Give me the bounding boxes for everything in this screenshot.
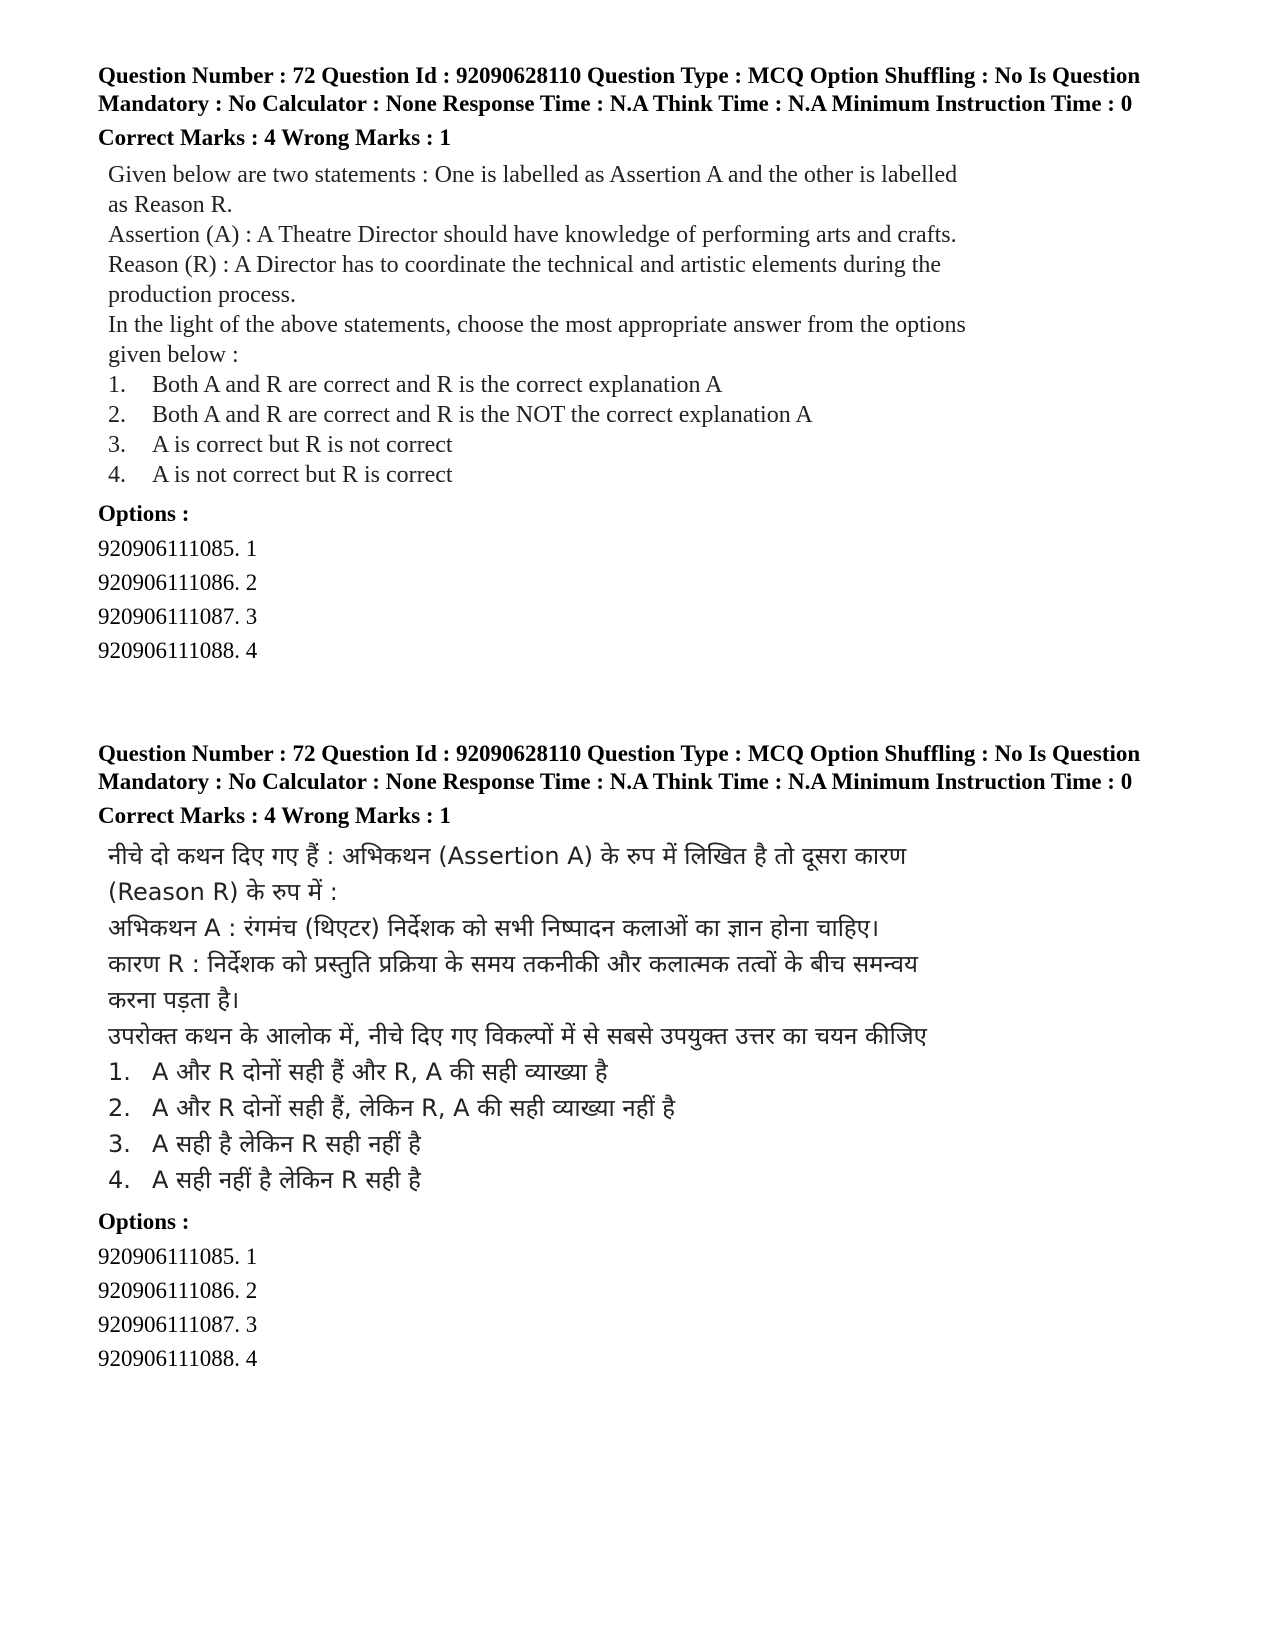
choice-number: 4.	[108, 462, 126, 488]
option-id-item: 920906111086. 2	[98, 1278, 258, 1303]
question-block-hindi	[98, 740, 1178, 1376]
question-paragraph: Assertion (A) : A Theatre Director should have knowledge of performing arts and crafts.	[108, 222, 957, 248]
question-marks: Correct Marks : 4 Wrong Marks : 1	[98, 125, 451, 150]
choice-text: A और R दोनों सही हैं और R, A की सही व्याख्या है	[152, 1058, 608, 1086]
question-meta: Question Number : 72 Question Id : 92090628110 Question Type : MCQ Option Shuffling : No Is Question Mandatory : No Calculator : None Response Time : N.A Think Time : N.A Minimum Instruction Time : 0	[98, 63, 1141, 116]
choice-item	[108, 1090, 968, 1126]
choice-list	[108, 1054, 968, 1198]
choice-number: 2.	[108, 1094, 131, 1122]
option-id-item: 920906111088. 4	[98, 1346, 258, 1371]
choice-text: A सही है लेकिन R सही नहीं है	[152, 1130, 421, 1158]
question-paragraph: Given below are two statements : One is labelled as Assertion A and the other is labelled as Reason R.	[108, 162, 958, 218]
question-block-english	[98, 62, 1178, 668]
choice-number: 1.	[108, 1058, 131, 1086]
choice-text: A और R दोनों सही हैं, लेकिन R, A की सही व्याख्या नहीं है	[152, 1094, 676, 1122]
choice-item	[108, 1054, 968, 1090]
choice-text: A सही नहीं है लेकिन R सही है	[152, 1166, 421, 1194]
options-heading: Options :	[98, 501, 190, 526]
question-paragraph: नीचे दो कथन दिए गए हैं : अभिकथन (Assertion A) के रुप में लिखित है तो दूसरा कारण (Reason R) के रुप में :	[108, 842, 907, 906]
option-id-item: 920906111087. 3	[98, 1312, 258, 1337]
choice-item	[108, 400, 968, 430]
question-paragraph: कारण R : निर्देशक को प्रस्तुति प्रक्रिया के समय तकनीकी और कलात्मक तत्वों के बीच समन्वय करना पड़ता है।	[108, 950, 918, 1014]
option-id-item: 920906111085. 1	[98, 536, 258, 561]
choice-number: 1.	[108, 372, 126, 398]
choice-item	[108, 1162, 968, 1198]
option-id-item: 920906111088. 4	[98, 638, 258, 663]
question-paragraph: Reason (R) : A Director has to coordinate the technical and artistic elements during the production process.	[108, 252, 942, 308]
question-paragraph: अभिकथन A : रंगमंच (थिएटर) निर्देशक को सभी निष्पादन कलाओं का ज्ञान होना चाहिए।	[108, 914, 880, 942]
choice-text: A is correct but R is not correct	[152, 432, 453, 458]
choice-number: 4.	[108, 1166, 131, 1194]
options-heading: Options :	[98, 1209, 190, 1234]
question-image-text	[98, 160, 968, 490]
choice-item	[108, 430, 968, 460]
choice-list	[108, 370, 968, 490]
question-marks: Correct Marks : 4 Wrong Marks : 1	[98, 803, 451, 828]
choice-item	[108, 370, 968, 400]
choice-text: A is not correct but R is correct	[152, 462, 453, 488]
choice-number: 3.	[108, 432, 126, 458]
choice-number: 2.	[108, 402, 126, 428]
question-meta: Question Number : 72 Question Id : 92090628110 Question Type : MCQ Option Shuffling : No Is Question Mandatory : No Calculator : None Response Time : N.A Think Time : N.A Minimum Instruction Time : 0	[98, 741, 1141, 794]
option-id-list	[98, 1240, 1178, 1376]
option-id-list	[98, 532, 1178, 668]
choice-number: 3.	[108, 1130, 131, 1158]
choice-text: Both A and R are correct and R is the correct explanation A	[152, 372, 723, 398]
option-id-item: 920906111085. 1	[98, 1244, 258, 1269]
option-id-item: 920906111086. 2	[98, 570, 258, 595]
question-image-text	[98, 838, 968, 1198]
option-id-item: 920906111087. 3	[98, 604, 258, 629]
question-paragraph: In the light of the above statements, choose the most appropriate answer from the options given below :	[108, 312, 966, 368]
choice-item	[108, 1126, 968, 1162]
choice-item	[108, 460, 968, 490]
choice-text: Both A and R are correct and R is the NOT the correct explanation A	[152, 402, 813, 428]
question-paragraph: उपरोक्त कथन के आलोक में, नीचे दिए गए विकल्पों में से सबसे उपयुक्त उत्तर का चयन कीजिए	[108, 1022, 927, 1050]
